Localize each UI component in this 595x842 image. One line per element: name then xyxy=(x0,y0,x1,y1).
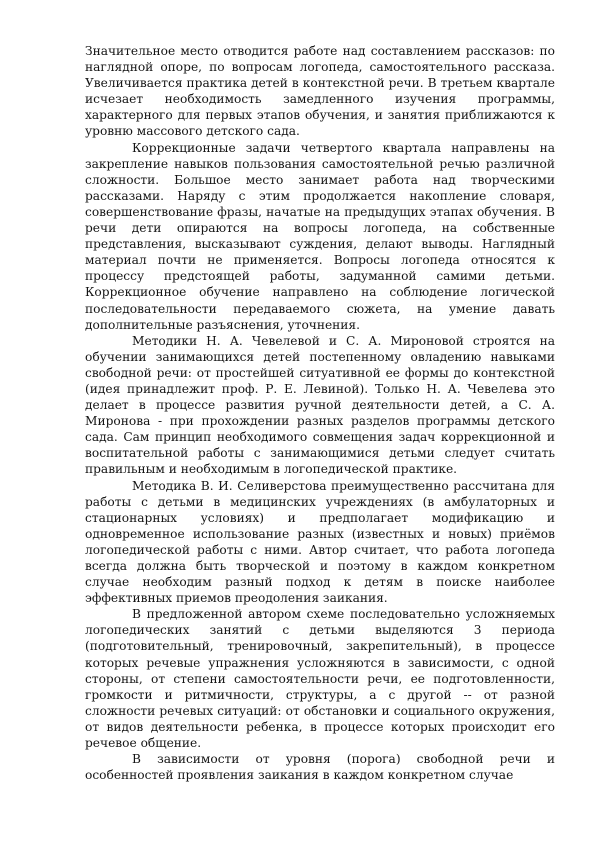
paragraph-3: Методики Н. А. Чевелевой и С. А. Мироновой строятся на обучении занимающихся детей постепенному овладению навыками свободной речи: от простейшей ситуативной ее формы до контекстной (идея принадлежит проф. Р. Е. Левиной). Только Н. А. Чевелева это делает в процессе развития ручной деятельности детей, а С. А. Миронова - при прохождении разных разделов программы детского сада. Сам принцип необходимого совмещения задач коррекционной и воспитательной работы с занимающимися детьми следует считать правильным и необходимым в логопедической практике. xyxy=(85,333,555,477)
paragraph-1: Значительное место отводится работе над составлением рассказов: по наглядной опоре, по вопросам логопеда, самостоятельного рассказа. Увеличивается практика детей в контекстной речи. В третьем квартале исчезает необходимость замедленного изучения программы, характерного для первых этапов обучения, и занятия приближаются к уровню массового детского сада. xyxy=(85,44,555,139)
paragraph-2: Коррекционные задачи четвертого квартала направлены на закрепление навыков пользования самостоятельной речью различной сложности. Большое место занимает работа над творческими рассказами. Наряду с этим продолжается накопление словаря, совершенствование фразы, начатые на предыдущих этапах обучения. В речи дети опираются на вопросы логопеда, на собственные представления, высказывают суждения, делают выводы. Наглядный материал почти не применяется. Вопросы логопеда относятся к процессу предстоящей работы, задуманной самими детьми. Коррекционное обучение направлено на соблюдение логической последовательности передаваемого сюжета, на умение давать дополнительные разъяснения, уточнения. xyxy=(85,140,555,332)
paragraph-6: В зависимости от уровня (порога) свободной речи и особенностей проявления заикания в каждом конкретном случае xyxy=(85,752,555,783)
paragraph-5: В предложенной автором схеме последовательно усложняемых логопедических занятий с детьми выделяются 3 периода (подготовительный, тренировочный, закрепительный), в процессе которых речевые упражнения усложняются в зависимости, с одной стороны, от степени самостоятельности речи, ее подготовленности, громкости и ритмичности, структуры, а с другой -- от разной сложности речевых ситуаций: от обстановки и социального окружения, от видов деятельности ребенка, в процессе которых происходит его речевое общение. xyxy=(85,607,555,751)
document-body xyxy=(85,43,555,783)
paragraph-4: Методика В. И. Селиверстова преимущественно рассчитана для работы с детьми в медицинских учреждениях (в амбулаторных и стационарных условиях) и предполагает модификацию и одновременное использование разных (известных и новых) приёмов логопедической работы с ними. Автор считает, что работа логопеда всегда должна быть творческой и поэтому в каждом конкретном случае необходим разный подход к детям в поиске наиболее эффективных приемов преодоления заикания. xyxy=(85,478,555,606)
